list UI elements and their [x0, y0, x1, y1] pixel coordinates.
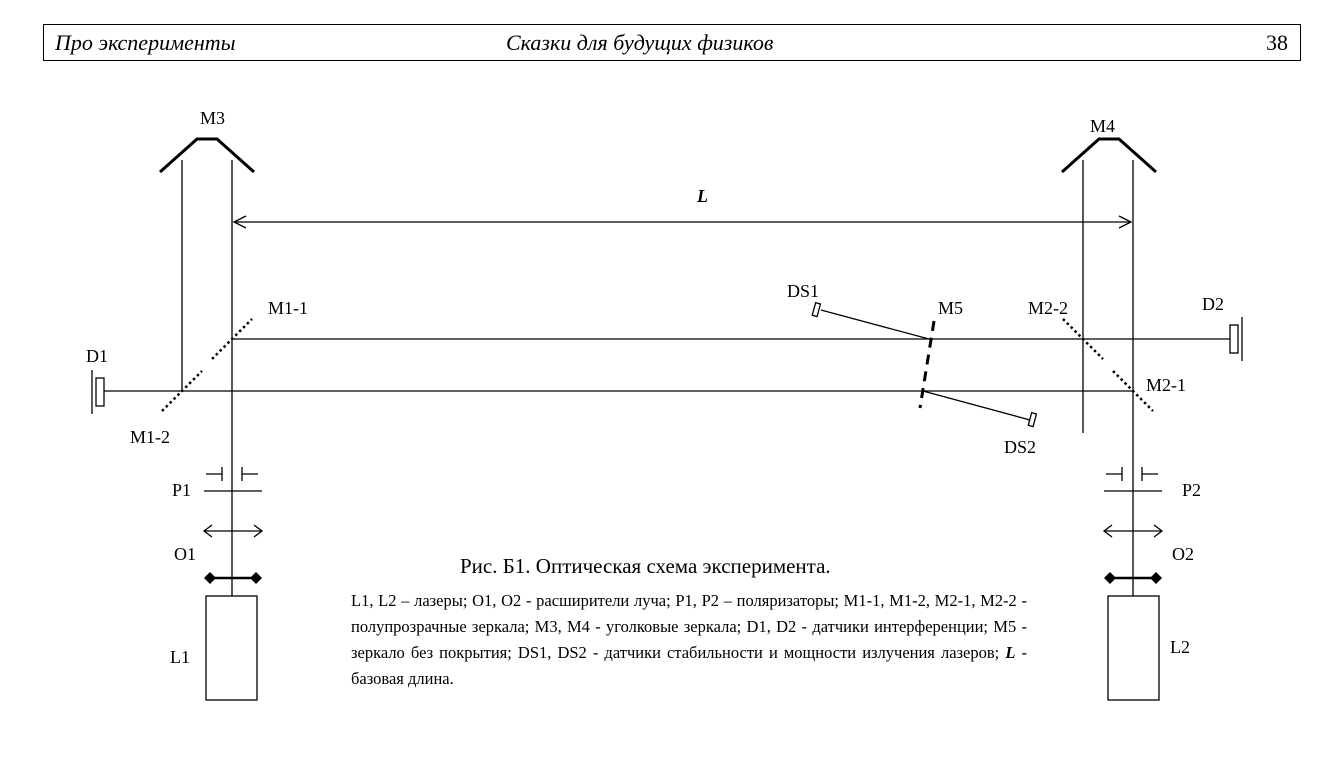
diamond-l1-left	[204, 572, 216, 584]
diamond-l1-right	[250, 572, 262, 584]
label-m3: M3	[200, 108, 226, 128]
laser-l1-body	[206, 596, 257, 700]
caption-l-symbol: L	[1005, 643, 1016, 662]
label-l: L	[697, 186, 708, 206]
beam-to-ds2	[923, 391, 1030, 420]
figure-caption-body	[351, 588, 1027, 692]
label-l1: L1	[170, 647, 190, 667]
caption-l-definition: - базовая длина.	[351, 643, 1027, 688]
diamond-l2-right	[1150, 572, 1162, 584]
detector-d1	[96, 378, 104, 406]
beam-to-ds1	[821, 310, 929, 339]
label-p1: P1	[172, 480, 192, 500]
figure-caption-title: Рис. Б1. Оптическая схема эксперимента.	[460, 554, 831, 578]
corner-mirror-m3	[160, 139, 254, 172]
header-section-title: Про эксперименты	[55, 30, 236, 55]
mirror-m5	[920, 321, 934, 408]
sensor-ds2	[1028, 413, 1036, 427]
label-d2: D2	[1202, 294, 1224, 314]
diamond-l2-left	[1104, 572, 1116, 584]
label-m5: M5	[938, 298, 964, 318]
label-ds2: DS2	[1004, 437, 1037, 457]
label-o2: O2	[1172, 544, 1194, 564]
sensor-ds1	[812, 303, 820, 317]
laser-l2-body	[1108, 596, 1159, 700]
label-p2: P2	[1182, 480, 1202, 500]
label-m2-1: M2-1	[1146, 375, 1186, 395]
label-m2-2: M2-2	[1028, 298, 1068, 318]
label-o1: O1	[174, 544, 196, 564]
polarizer-p2-mark	[1106, 467, 1158, 481]
header-book-title: Сказки для будущих физиков	[506, 30, 774, 55]
caption-legend-text: L1, L2 – лазеры; O1, O2 - расширители луча; P1, P2 – поляризаторы; M1-1, M1-2, M2-1, M2-2 - полупрозрачные зеркала; M3, M4 - уголковые зеркала; D1, D2 - датчики интерференции; M5 - зеркало без покрытия; DS1, DS2 - датчики стабильности и мощности излучения лазеров;	[351, 591, 1027, 662]
label-m1-1: M1-1	[268, 298, 308, 318]
detector-d2	[1230, 325, 1238, 353]
label-l2: L2	[1170, 637, 1190, 657]
label-m1-2: M1-2	[130, 427, 170, 447]
corner-mirror-m4	[1062, 139, 1156, 172]
label-ds1: DS1	[787, 281, 820, 301]
header-page-number: 38	[1266, 30, 1288, 55]
label-m4: M4	[1090, 116, 1116, 136]
label-d1: D1	[86, 346, 108, 366]
